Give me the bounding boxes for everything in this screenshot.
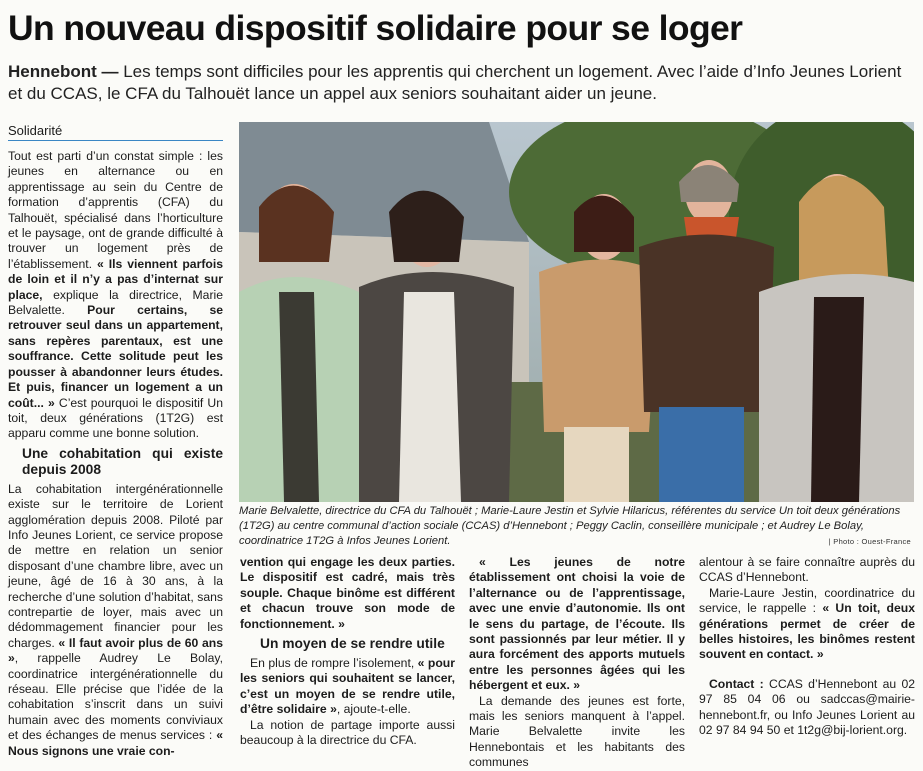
subheading-utile: Un moyen de se rendre utile bbox=[260, 636, 445, 652]
article-column-1 bbox=[8, 149, 223, 759]
group-photo-illustration bbox=[239, 122, 914, 502]
article-title: Un nouveau dispositif solidaire pour se loger bbox=[8, 8, 743, 48]
photo-caption: Marie Belvalette, directrice du CFA du Talhouët ; Marie-Laure Jestin et Sylvie Hilaricus, référentes du service Un toit deux générations (1T2G) au centre communal d’action sociale (CCAS) d’Hennebont ; Peggy Caclin, conseillère municipale ; et Audrey Le Bolay, coordinatrice 1T2G à Infos Jeunes Lorient. bbox=[239, 505, 901, 547]
article-column-3: « Les jeunes de notre établissement ont choisi la voie de l’alternance ou de l’apprentissage, avec une envie d’autonomie. Ils ont le sens du partage, de l’écoute. Ils sont passionnés par leur métier. Il y aura forcément des apports mutuels entre les personnes âgées qui les hébergent et eux. » La demande des jeunes est forte, mais les seniors manquent à l’appel. Marie Belvalette invite les Hennebontais et les habitants des communes bbox=[469, 555, 685, 770]
contact-label: Contact : bbox=[709, 676, 764, 691]
subheading-cohabitation: Une cohabitation qui existe depuis 2008 bbox=[22, 445, 223, 477]
contact-details: CCAS d’Hennebont au 02 97 85 04 06 ou sadccas@mairie-hennebont.fr, ou Info Jeunes Lorient au 02 97 84 94 50 et 1t2g@bij-lorient.org. bbox=[699, 676, 915, 738]
article-photo bbox=[239, 122, 914, 502]
col1-paragraph-2: La cohabitation intergénérationnelle existe sur le territoire de Lorient agglomération depuis 2008. Piloté par Info Jeunes Lorient, ce service propose de mettre en relation un senior disposant d’une chambre libre, avec un jeune, âgé de 16 à 30 ans, à la recherche d’une solution d’habitat, sans contrepartie de loyer, mais avec un dédommagement financier pour les charges. « Il faut avoir plus de 60 ans », rappelle Audrey Le Bolay, coordinatrice intergénérationnelle du réseau. Elle précise que l’idée de la cohabitation s’inscrit dans un suivi humain avec des moments conviviaux et des échanges de menus services : « Nous signons une vraie con- bbox=[8, 481, 223, 758]
section-kicker: Solidarité bbox=[8, 123, 223, 141]
photo-credit: | Photo : Ouest-France bbox=[828, 537, 911, 546]
article-lead bbox=[8, 61, 913, 105]
lead-place: Hennebont — bbox=[8, 62, 119, 81]
article-column-4: alentour à se faire connaître auprès du CCAS d’Hennebont. Marie-Laure Jestin, coordinatrice du service, le rappelle : « Un toit, deux générations permet de créer de belles histoires, les binômes restent souvent en contact. » Contact : CCAS d’Hennebont au 02 97 85 04 06 ou sadccas@mairie-hennebont.fr, ou Info Jeunes Lorient au 02 97 84 94 50 et 1t2g@bij-lorient.org. bbox=[699, 555, 915, 738]
lead-text: Les temps sont difficiles pour les apprentis qui cherchent un logement. Avec l’aide d’Info Jeunes Lorient et du CCAS, le CFA du Talhouët lance un appel aux seniors souhaitant aider un jeune. bbox=[8, 62, 902, 103]
col1-paragraph: Tout est parti d’un constat simple : les jeunes en alternance ou en apprentissage au sein du Centre de formation d’apprentis (CFA) du Talhouët, spécialisé dans l’horticulture et le paysage, ont de grande difficulté à trouver un logement près de l’établissement. « Ils viennent parfois de loin et il n’y a pas d’internat sur place, explique la directrice, Marie Belvalette. Pour certains, se retrouver seul dans un appartement, sans repères parentaux, est une souffrance. Cette solitude peut les pousser à abandonner leurs études. Et puis, financer un logement a un coût... » C’est pourquoi le dispositif Un toit, deux générations (1T2G) est apparu comme une bonne solution. bbox=[8, 149, 223, 441]
article-column-2: vention qui engage les deux parties. Le dispositif est cadré, mais très souple. Chaque binôme est différent et chacun trouve son mode de fonctionnement. » Un moyen de se rendre utile En plus de rompre l’isolement, « pour les seniors qui souhaitent se lancer, c’est un moyen de se rendre utile, d’être solidaire », ajoute-t-elle. La notion de partage importe aussi beaucoup à la directrice du CFA. bbox=[240, 555, 455, 748]
